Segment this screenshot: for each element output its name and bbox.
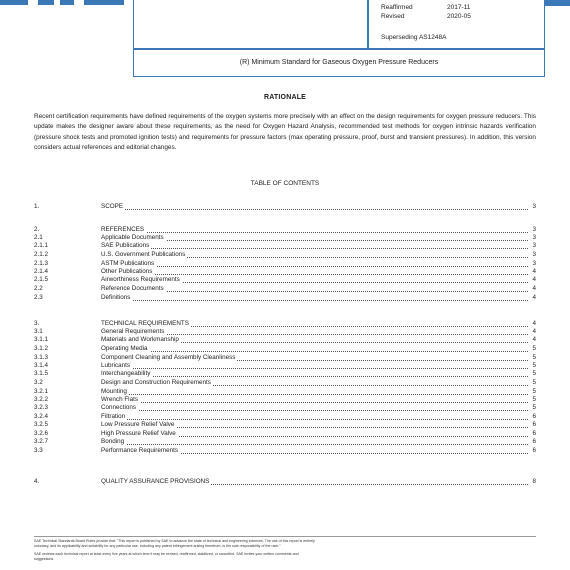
toc-entry[interactable]: [34, 447, 536, 455]
toc-entry[interactable]: [34, 260, 536, 268]
toc-entry-title: Design and Construction Requirements: [101, 379, 211, 386]
toc-entry-title: ASTM Publications: [101, 260, 155, 267]
toc-entry[interactable]: [34, 242, 536, 250]
rationale-heading: RATIONALE: [263, 94, 307, 101]
toc-entry-title: REFERENCES: [101, 226, 145, 233]
toc-entry[interactable]: [34, 379, 536, 387]
toc-entry-page: 5: [532, 354, 536, 361]
toc-entry-page: 3: [532, 226, 536, 233]
toc-entry-page: 5: [532, 404, 536, 411]
toc-entry-title: SAE Publications: [101, 242, 150, 249]
toc-entry-title: TECHNICAL REQUIREMENTS: [101, 320, 189, 327]
toc-entry-title: Component Cleaning and Assembly Cleanliness: [101, 354, 236, 361]
toc-entry[interactable]: [34, 396, 536, 404]
toc-dot-leader: [101, 376, 528, 377]
toc-entry-title: High Pressure Relief Valve: [101, 430, 176, 437]
toc-entry-title: SCOPE: [101, 203, 124, 210]
toc-dot-leader: [101, 300, 528, 301]
toc-entry[interactable]: [34, 276, 536, 284]
toc-entry[interactable]: [34, 388, 536, 396]
toc-entry-number: 2.1.2: [34, 251, 49, 258]
footer-line-2: voluntary, and its applicability and suitability for any particular use, including any patent infringement arising therefrom, is the sole responsibility of the user.": [34, 544, 281, 548]
toc-dot-leader: [101, 394, 528, 395]
toc-entry-number: 2.2: [34, 285, 43, 292]
toc-entry[interactable]: [34, 345, 536, 353]
toc-dot-leader: [101, 419, 528, 420]
toc-entry-title: Other Publications: [101, 268, 153, 275]
toc-entry-page: 6: [532, 421, 536, 428]
toc-entry-number: 3.2.3: [34, 404, 49, 411]
reaffirmed-label: Reaffirmed: [381, 4, 413, 11]
toc-entry-number: 2.1: [34, 234, 43, 241]
toc-entry-page: 5: [532, 396, 536, 403]
toc-dot-leader: [101, 410, 528, 411]
toc-entry[interactable]: [34, 328, 536, 336]
toc-entry-page: 3: [532, 242, 536, 249]
toc-entry[interactable]: [34, 268, 536, 276]
toc-dot-leader: [101, 402, 528, 403]
toc-entry-page: 8: [532, 478, 536, 485]
toc-dot-leader: [101, 368, 528, 369]
toc-entry-number: 3.2.5: [34, 421, 49, 428]
footer-rule: [34, 536, 536, 537]
superseding-note: Superseding AS1248A: [381, 34, 447, 41]
toc-entry-number: 3.1.3: [34, 354, 49, 361]
toc-entry-page: 4: [532, 285, 536, 292]
toc-entry-number: 3.2.4: [34, 413, 49, 420]
toc-entry-title: Wrench Flats: [101, 396, 138, 403]
toc-entry-number: 3.1.5: [34, 370, 49, 377]
toc-heading: TABLE OF CONTENTS: [250, 180, 320, 187]
revised-label: Revised: [381, 13, 405, 20]
toc-entry-number: 3.: [34, 320, 40, 327]
toc-entry[interactable]: [34, 430, 536, 438]
toc-dot-leader: [101, 444, 528, 445]
toc-entry-page: 3: [532, 203, 536, 210]
toc-entry-number: 2.1.1: [34, 242, 49, 249]
toc-entry-page: 6: [532, 447, 536, 454]
toc-entry-number: 3.3: [34, 447, 43, 454]
toc-entry-page: 4: [532, 320, 536, 327]
revised-date: 2020-05: [447, 13, 471, 20]
toc-entry[interactable]: [34, 294, 536, 302]
toc-entry-number: 2.1.3: [34, 260, 49, 267]
toc-entry-title: Definitions: [101, 294, 131, 301]
toc-entry-number: 3.1: [34, 328, 43, 335]
toc-entry-page: 4: [532, 328, 536, 335]
toc-entry-number: 3.2.1: [34, 388, 49, 395]
toc-entry-title: Interchangeability: [101, 370, 151, 377]
toc-entry-number: 3.2: [34, 379, 43, 386]
toc-entry[interactable]: [34, 251, 536, 259]
toc-entry-page: 5: [532, 362, 536, 369]
toc-entry[interactable]: [34, 203, 536, 211]
toc-entry[interactable]: [34, 226, 536, 234]
toc-entry-page: 3: [532, 234, 536, 241]
footer-line-4: suggestions.: [34, 557, 55, 561]
toc-dot-leader: [101, 209, 528, 210]
toc-entry[interactable]: [34, 438, 536, 446]
toc-entry-title: Reference Documents: [101, 285, 164, 292]
rationale-text: Recent certification requirements have defined requirements of the oxygen systems more precisely with an effect on the design requirements for oxygen pressure reducers. This update makes the designer aware about these requirements, as the need for Oxygen Hazard Analysis, recommended test methods for oxygen intrinsic hazards verification (pressure shock tests and promoted ignition tests) and requirements for pressure factors (max operating pressure, proof, burst and transient pressures). In addition, this version considers actual references and editorial changes.: [34, 113, 536, 152]
toc-entry-number: 2.1.4: [34, 268, 49, 275]
toc-entry-title: Materials and Workmanship: [101, 336, 179, 343]
toc-entry[interactable]: [34, 285, 536, 293]
toc-entry-number: 3.1.1: [34, 336, 49, 343]
toc-entry-number: 3.2.2: [34, 396, 49, 403]
footer-line-3: SAE reviews each technical report at least every five years at which time it may be revised, reaffirmed, stabilized, or cancelled. SAE invites your written comments and: [34, 552, 299, 556]
toc-entry[interactable]: [34, 404, 536, 412]
toc-entry-page: 5: [532, 379, 536, 386]
toc-entry-number: 3.2.6: [34, 430, 49, 437]
toc-dot-leader: [101, 232, 528, 233]
toc-entry-number: 3.2.7: [34, 438, 49, 445]
toc-entry-page: 5: [532, 345, 536, 352]
toc-entry-title: Airworthiness Requirements: [101, 276, 180, 283]
toc-dot-leader: [101, 274, 528, 275]
toc-entry-page: 4: [532, 294, 536, 301]
toc-dot-leader: [101, 266, 528, 267]
toc-entry[interactable]: [34, 354, 536, 362]
toc-entry-page: 5: [532, 388, 536, 395]
toc-entry-title: General Requirements: [101, 328, 165, 335]
toc-entry-title: Low Pressure Relief Valve: [101, 421, 175, 428]
toc-entry-title: Operating Media: [101, 345, 148, 352]
toc-entry-number: 2.1.5: [34, 276, 49, 283]
toc-entry-title: U.S. Government Publications: [101, 251, 186, 258]
toc-entry-page: 6: [532, 430, 536, 437]
toc-dot-leader: [101, 248, 528, 249]
reaffirmed-date: 2017-11: [447, 4, 471, 11]
toc-entry-number: 4.: [34, 478, 40, 485]
toc-entry-title: Performance Requirements: [101, 447, 178, 454]
toc-entry-page: 6: [532, 438, 536, 445]
toc-entry-page: 4: [532, 276, 536, 283]
toc-entry-page: 6: [532, 413, 536, 420]
toc-entry-title: Connections: [101, 404, 137, 411]
toc-entry-page: 4: [532, 268, 536, 275]
toc-dot-leader: [101, 351, 528, 352]
toc-entry[interactable]: [34, 362, 536, 370]
toc-entry-page: 4: [532, 336, 536, 343]
toc-entry[interactable]: [34, 320, 536, 328]
toc-entry-title: Applicable Documents: [101, 234, 164, 241]
toc-entry[interactable]: [34, 234, 536, 242]
toc-entry-number: 3.1.2: [34, 345, 49, 352]
toc-entry-title: Lubricants: [101, 362, 131, 369]
toc-entry-page: 3: [532, 260, 536, 267]
toc-entry-number: 3.1.4: [34, 362, 49, 369]
toc-entry[interactable]: [34, 413, 536, 421]
toc-entry-title: Bonding: [101, 438, 125, 445]
toc-entry-page: 5: [532, 370, 536, 377]
document-title: (R) Minimum Standard for Gaseous Oxygen Pressure Reducers: [133, 48, 545, 77]
toc-entry-title: Filtration: [101, 413, 126, 420]
toc-entry-number: 2.3: [34, 294, 43, 301]
footer-line-1: SAE Technical Standards Board Rules provide that: "This report is published by SAE to advance the state of technical and engineering sciences. The use of this report is entirely: [34, 539, 315, 543]
toc-entry-number: 1.: [34, 203, 40, 210]
toc-entry[interactable]: [34, 336, 536, 344]
toc-entry-number: 2.: [34, 226, 40, 233]
toc-entry-page: 3: [532, 251, 536, 258]
toc-entry-title: QUALITY ASSURANCE PROVISIONS: [101, 478, 210, 485]
toc-entry-title: Mounting: [101, 388, 127, 395]
toc-entry[interactable]: [34, 370, 536, 378]
toc-entry[interactable]: [34, 421, 536, 429]
toc-entry[interactable]: [34, 478, 536, 486]
